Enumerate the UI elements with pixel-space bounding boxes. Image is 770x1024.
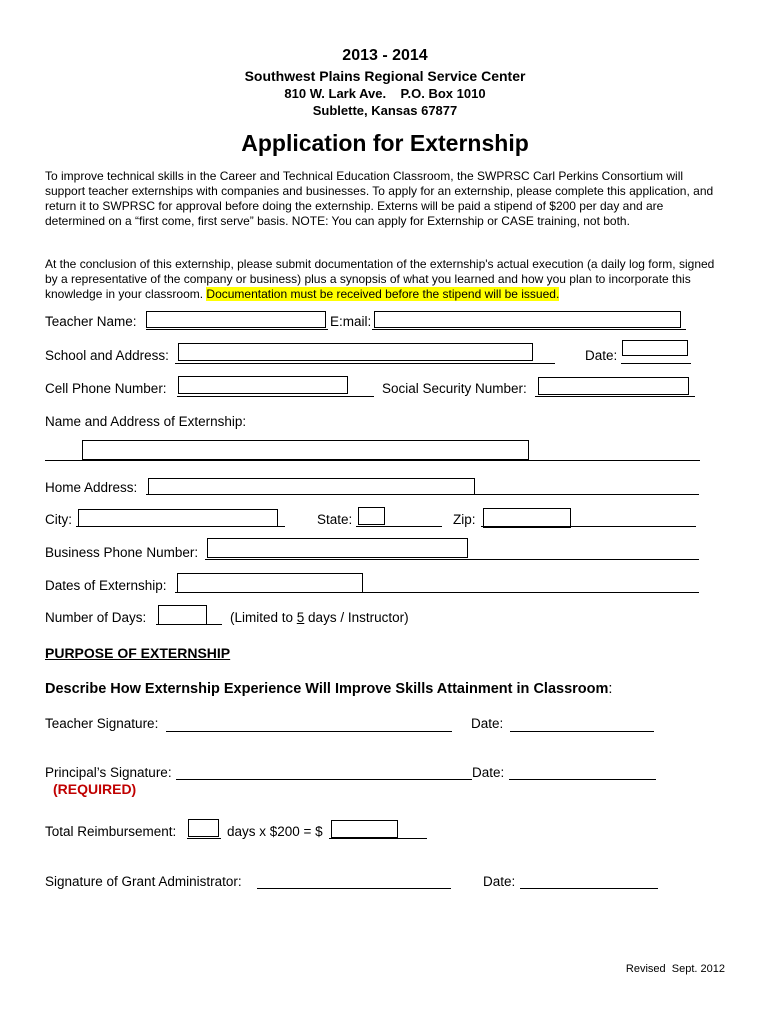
cell-phone-line <box>177 396 374 397</box>
principal-signature-label: Principal’s Signature: <box>45 765 172 780</box>
ssn-label: Social Security Number: <box>382 381 527 396</box>
grant-admin-date-label: Date: <box>483 874 516 889</box>
principal-signature-date-label: Date: <box>472 765 505 780</box>
business-phone-label: Business Phone Number: <box>45 545 199 560</box>
school-address-line <box>175 363 555 364</box>
email-label: E:mail: <box>330 314 372 329</box>
documentation-highlight: Documentation must be received before the stipend will be issued. <box>206 287 560 301</box>
intro-paragraph: To improve technical skills in the Career and Technical Education Classroom, the SWPRSC Carl Perkins Consortium will support teacher externships with companies and businesses. To apply for an externship, please complete this application, and return it to SWPRSC for approval before doing the externship. Externs will be paid a stipend of $200 per day and are determined on a “first come, first serve” basis. NOTE: You can apply for Externship or CASE training, not both. <box>45 169 714 228</box>
zip-label: Zip: <box>453 512 476 527</box>
city-label: City: <box>45 512 72 527</box>
purpose-heading: PURPOSE OF EXTERNSHIP <box>45 645 231 661</box>
externship-name-field[interactable] <box>82 440 529 460</box>
days-limit-note <box>230 610 409 625</box>
page-title: Application for Externship <box>241 130 529 156</box>
number-of-days-field[interactable] <box>158 605 207 625</box>
grant-admin-date-line[interactable] <box>520 888 658 889</box>
total-reimbursement-label: Total Reimbursement: <box>45 824 177 839</box>
principal-signature-line[interactable] <box>176 779 472 780</box>
externship-name-line <box>45 460 700 461</box>
grant-admin-signature-label: Signature of Grant Administrator: <box>45 874 242 889</box>
business-phone-field[interactable] <box>207 538 468 558</box>
dates-of-externship-label: Dates of Externship: <box>45 578 167 593</box>
home-address-field[interactable] <box>148 478 475 495</box>
number-of-days-label: Number of Days: <box>45 610 147 625</box>
describe-prompt <box>45 681 612 697</box>
grant-admin-signature-line[interactable] <box>257 888 451 889</box>
ssn-field[interactable] <box>538 377 689 395</box>
teacher-signature-label: Teacher Signature: <box>45 716 159 731</box>
city-field[interactable] <box>78 509 278 527</box>
home-address-label: Home Address: <box>45 480 138 495</box>
teacher-name-line <box>146 329 328 330</box>
organization-name: Southwest Plains Regional Service Center <box>244 68 526 84</box>
total-days-field[interactable] <box>188 819 219 837</box>
days-limit-number: 5 <box>296 610 305 625</box>
days-multiplier-text: days x $200 = $ <box>227 824 323 839</box>
revision-note: Revised Sept. 2012 <box>625 963 725 975</box>
form-year: 2013 - 2014 <box>342 47 428 64</box>
externship-name-label: Name and Address of Externship: <box>45 414 247 429</box>
teacher-name-field[interactable] <box>146 311 326 328</box>
describe-prompt-colon: : <box>608 681 613 697</box>
date-field[interactable] <box>622 340 688 356</box>
documentation-text: At the conclusion of this externship, please submit documentation of the externship's actual execution (a daily log form, signed by a representative of the company or business) plus a synopsis of what you learned and how you plan to incorporate this knowledge in your classroom. <box>45 257 715 301</box>
days-limit-suffix: days / Instructor) <box>304 610 409 625</box>
email-field[interactable] <box>374 311 681 328</box>
state-field[interactable] <box>358 507 385 525</box>
ssn-line <box>535 396 695 397</box>
organization-address-line2: Sublette, Kansas 67877 <box>312 103 458 118</box>
teacher-signature-date-line[interactable] <box>510 731 654 732</box>
cell-phone-label: Cell Phone Number: <box>45 381 167 396</box>
organization-address-line1: 810 W. Lark Ave. P.O. Box 1010 <box>284 86 486 101</box>
total-amount-line <box>329 838 427 839</box>
total-amount-field[interactable] <box>331 820 398 838</box>
state-label: State: <box>317 512 353 527</box>
state-line <box>356 526 442 527</box>
cell-phone-field[interactable] <box>178 376 348 394</box>
required-note: (REQUIRED) <box>53 781 137 797</box>
total-days-line <box>187 838 221 839</box>
teacher-signature-line[interactable] <box>166 731 452 732</box>
teacher-name-label: Teacher Name: <box>45 314 137 329</box>
school-address-field[interactable] <box>178 343 533 361</box>
email-line <box>372 329 686 330</box>
documentation-paragraph <box>45 257 725 302</box>
school-address-label: School and Address: <box>45 348 169 363</box>
date-label: Date: <box>585 348 618 363</box>
describe-prompt-text: Describe How Externship Experience Will Improve Skills Attainment in Classroom <box>45 681 609 697</box>
days-limit-prefix: (Limited to <box>230 610 297 625</box>
date-line <box>621 363 691 364</box>
dates-of-externship-field[interactable] <box>177 573 363 593</box>
business-phone-line <box>205 559 699 560</box>
zip-field[interactable] <box>483 508 571 528</box>
principal-signature-date-line[interactable] <box>509 779 656 780</box>
teacher-signature-date-label: Date: <box>471 716 504 731</box>
